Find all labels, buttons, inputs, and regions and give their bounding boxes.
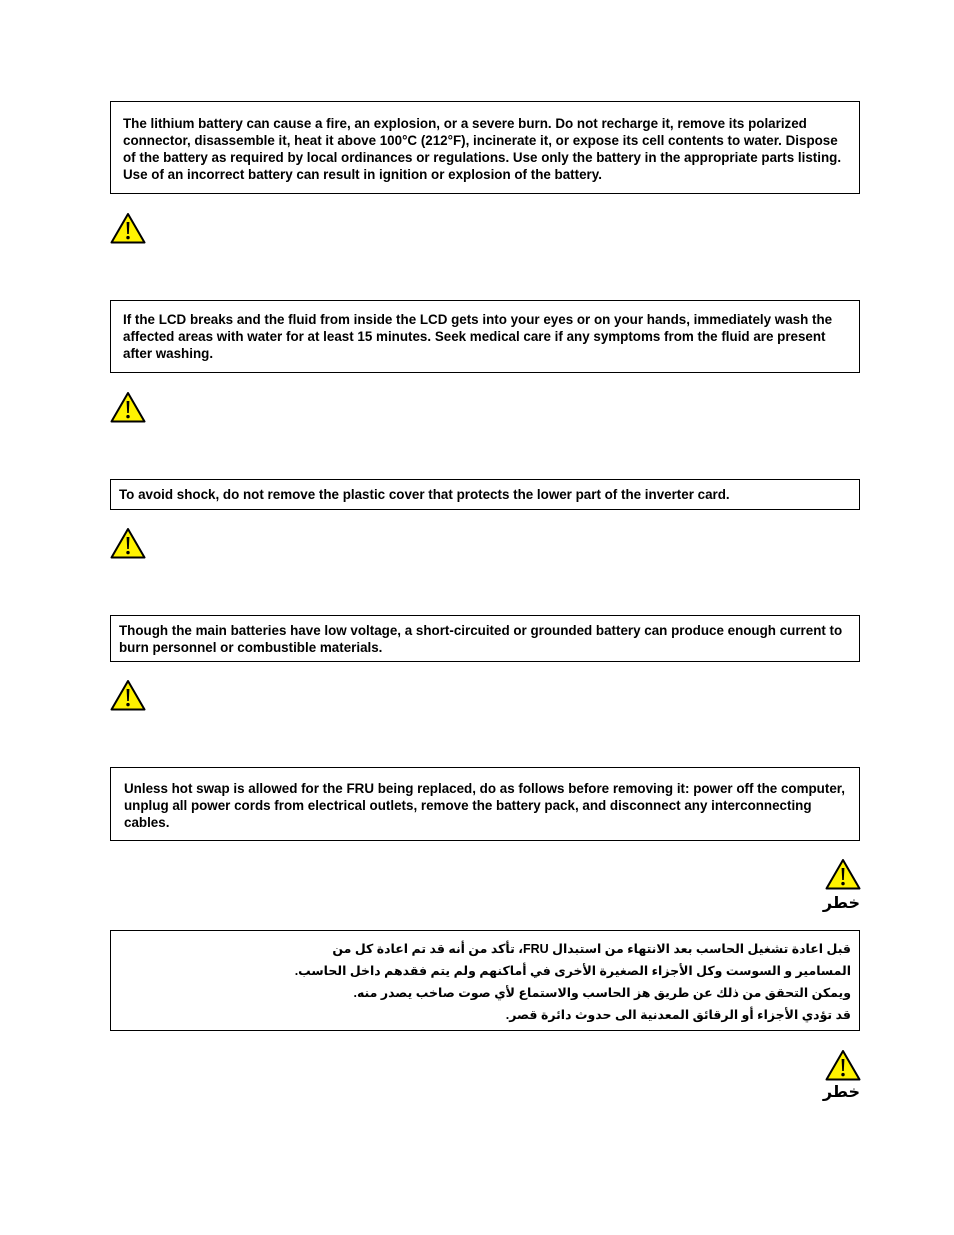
inverter-shock-text: To avoid shock, do not remove the plastic cover that protects the lower part of the inverter card. bbox=[119, 487, 730, 502]
arabic-line-1: قبل اعادة تشغيل الحاسب بعد الانتهاء من استبدال FRU، تأكد من أنه قد تم اعادة كل من bbox=[332, 942, 851, 956]
warning-triangle-icon bbox=[825, 1049, 861, 1081]
main-batteries-text: Though the main batteries have low voltage, a short-circuited or grounded battery can produce enough current to burn personnel or combustible materials. bbox=[119, 623, 843, 655]
hot-swap-text: Unless hot swap is allowed for the FRU being replaced, do as follows before removing it: power off the computer, unplug all power cords from electrical outlets, remove the battery pack, and disconnect any interconnecting cables. bbox=[124, 781, 845, 830]
warning-triangle-icon bbox=[110, 212, 146, 244]
arabic-line-4: قد تؤدي الأجزاء أو الرقائق المعدنية الى حدوث دائرة قصر. bbox=[505, 1008, 851, 1022]
lcd-fluid-text: If the LCD breaks and the fluid from inside the LCD gets into your eyes or on your hands, immediately wash the affected areas with water for at least 15 minutes. Seek medical care if any symptoms from the fluid are present after washing. bbox=[123, 312, 833, 361]
danger-label-arabic: خطر bbox=[822, 1084, 860, 1101]
arabic-line-3: ويمكن التحقق من ذلك عن طريق هز الحاسب والاستماع لأي صوت صاخب يصدر منه. bbox=[353, 986, 851, 1000]
warning-triangle-icon bbox=[110, 391, 146, 423]
warning-triangle-icon bbox=[110, 679, 146, 711]
danger-label-arabic: خطر bbox=[822, 895, 860, 912]
warning-triangle-icon bbox=[110, 527, 146, 559]
hot-swap-notice bbox=[110, 767, 860, 841]
arabic-fru-notice bbox=[110, 930, 860, 1031]
lithium-battery-text: The lithium battery can cause a fire, an explosion, or a severe burn. Do not recharge it, remove its polarized connector, disassemble it, heat it above 100°C (212°F), incinerate it, or expose its cell contents to water. Dispose of the battery as required by local ordinances or regulations. Use only the battery in the appropriate parts listing. Use of an incorrect battery can result in ignition or explosion of the battery. bbox=[123, 116, 842, 182]
main-batteries-notice bbox=[110, 615, 860, 662]
lcd-fluid-notice bbox=[110, 300, 860, 373]
lithium-battery-notice bbox=[110, 101, 860, 194]
inverter-shock-notice bbox=[110, 479, 860, 510]
warning-triangle-icon bbox=[825, 858, 861, 890]
arabic-line-2: المسامير و السوست وكل الأجزاء الصغيرة الأخرى في أماكنهم ولم يتم فقدهم داخل الحاسب. bbox=[294, 964, 851, 978]
